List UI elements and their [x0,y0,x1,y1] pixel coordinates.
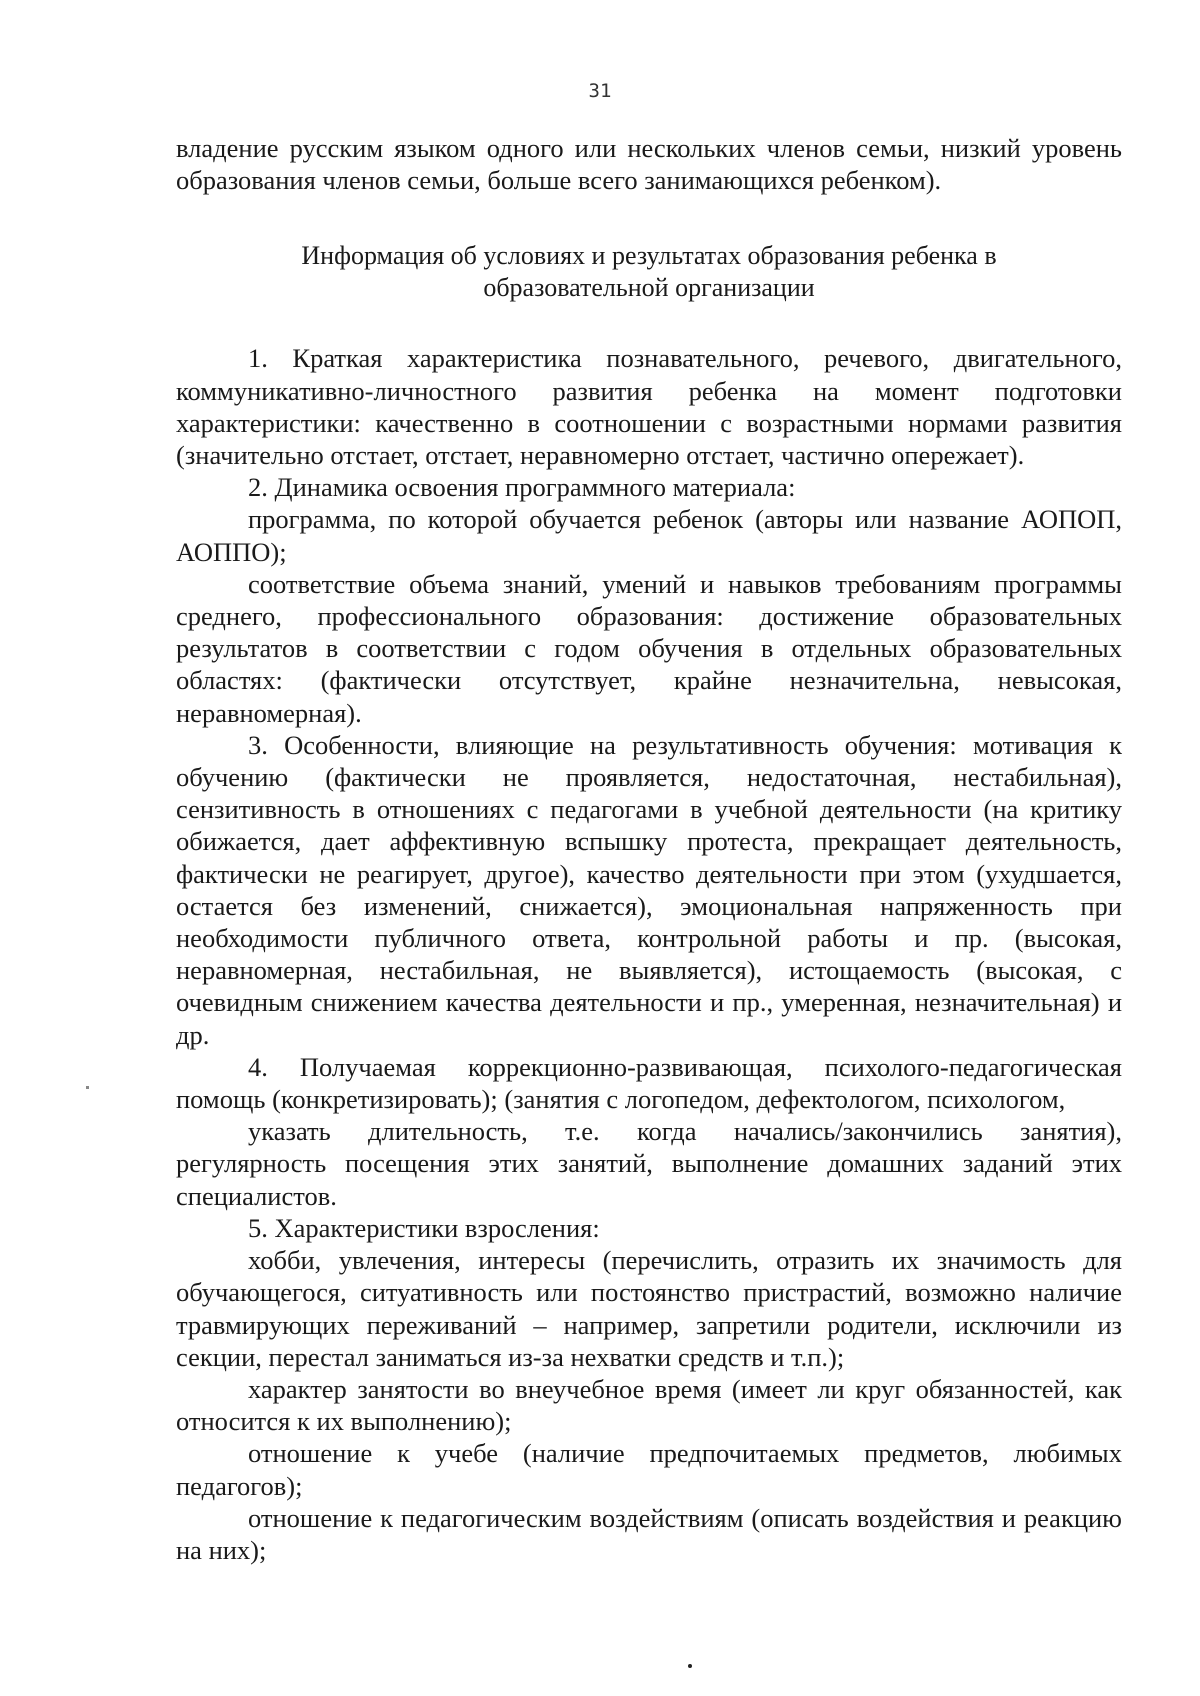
page-number: 31 [588,80,612,102]
paragraph-hobbies: хобби, увлечения, интересы (перечислить, отразить их значимость для обучающегося, ситуативность или постоянство пристрастий, возможно наличие травмирующих переживаний – например, запретили родители, исключили из секции, перестал заниматься из-за нехватки средств и т.п.); [176,1245,1122,1372]
paragraph-study-attitude: отношение к учебе (наличие предпочитаемых предметов, любимых педагогов); [176,1438,1122,1501]
paragraph-item-3: 3. Особенности, влияющие на результативность обучения: мотивация к обучению (фактически не проявляется, недостаточная, нестабильная), сензитивность в отношениях с педагогами в учебной деятельности (на критику обижается, дает аффективную вспышку протеста, прекращает деятельность, фактически не реагирует, другое), качество деятельности при этом (ухудшается, остается без изменений, снижается), эмоциональная напряженность при необходимости публичного ответа, контрольной работы и пр. (высокая, неравномерная, нестабильная, не выявляется), истощаемость (высокая, с очевидным снижением качества деятельности и пр., умеренная, незначительная) и др. [176,729,1122,1050]
paragraph-item-4: 4. Получаемая коррекционно-развивающая, психолого-педагогическая помощь (конкретизировать); (занятия с логопедом, дефектологом, психологом, [176,1051,1122,1115]
scan-dot [688,1664,692,1668]
section-heading: Информация об условиях и результатах образования ребенка в образовательной организации [301,241,997,303]
paragraph-occupation: характер занятости во внеучебное время (имеет ли круг обязанностей, как относится к их выполнению); [176,1373,1122,1437]
paragraph-pedagogical-attitude: отношение к педагогическим воздействиям (описать воздействия и реакцию на них); [176,1502,1122,1565]
paragraph-item-2: 2. Динамика освоения программного материала: [248,472,796,503]
document-body [176,132,1122,1566]
paragraph-knowledge: соответствие объема знаний, умений и навыков требованиям программы среднего, профессионального образования: достижение образовательных результатов в соответствии с годом обучения в отдельных образовательных областях: (фактически отсутствует, крайне незначительна, невысокая, неравномерная). [176,568,1122,728]
paragraph-intro: владение русским языком одного или нескольких членов семьи, низкий уровень образования членов семьи, больше всего занимающихся ребенком). [176,133,1122,196]
paragraph-program: программа, по которой обучается ребенок (авторы или название АОПОП, АОППО); [176,504,1122,567]
paragraph-item-5: 5. Характеристики взросления: [248,1212,600,1243]
scan-speck [86,1086,89,1089]
paragraph-item-1: 1. Краткая характеристика познавательного, речевого, двигательного, коммуникативно-личностного развития ребенка на момент подготовки характеристики: качественно в соотношении с возрастными нормами развития (значительно отстает, отстает, неравномерно отстает, частично опережает). [176,343,1122,471]
paragraph-duration: указать длительность, т.е. когда начались/закончились занятия), регулярность посещения этих занятий, выполнение домашних заданий этих специалистов. [176,1116,1122,1211]
